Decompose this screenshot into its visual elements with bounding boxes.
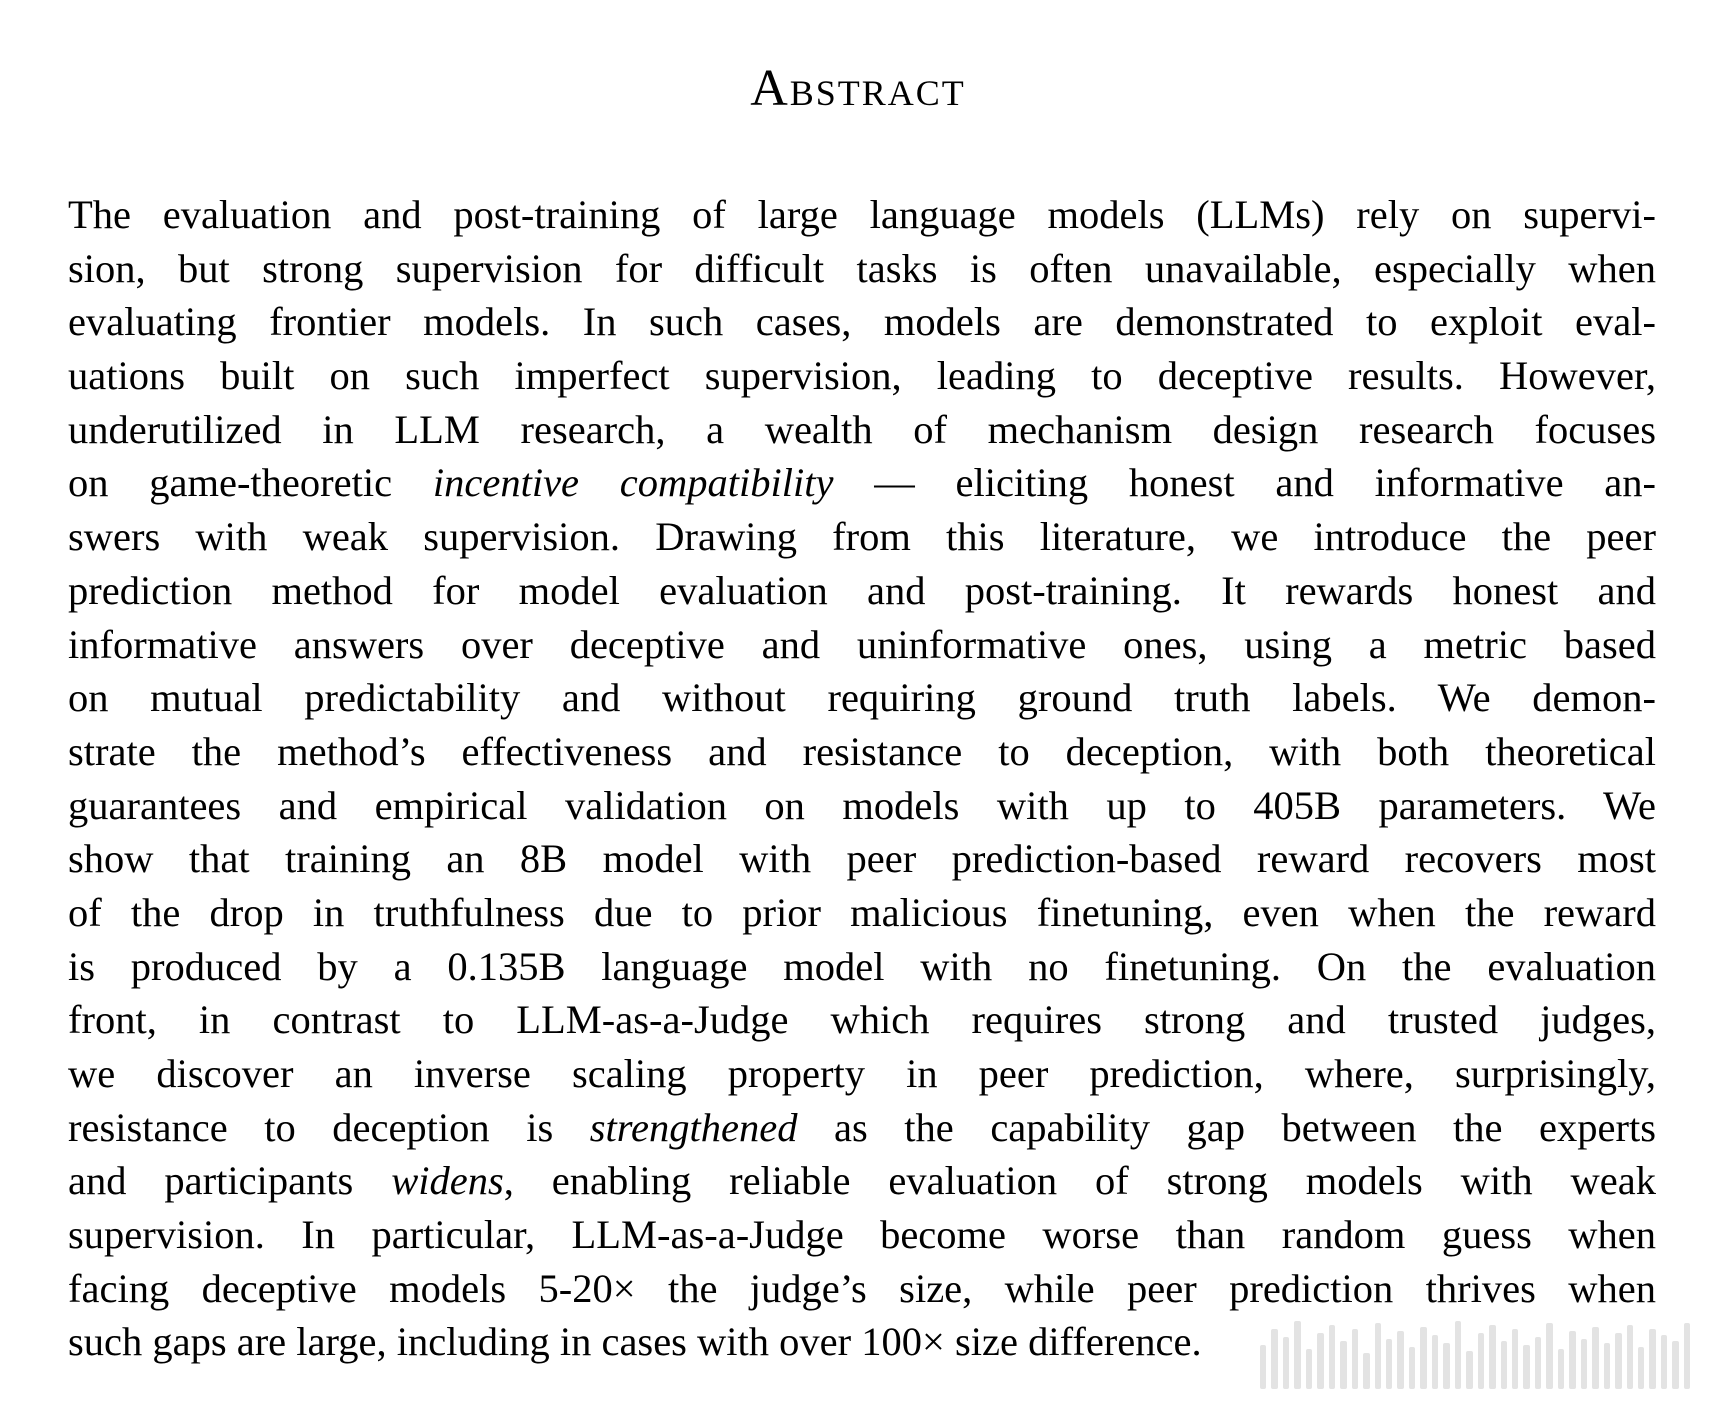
watermark-bar (1271, 1329, 1277, 1389)
text-run: evaluating frontier models. In such cases, models are demonstrated to exploit eval- (68, 299, 1656, 345)
watermark-bar (1684, 1323, 1690, 1389)
abstract-line (68, 940, 1656, 994)
text-run: show that training an 8B model with peer prediction-based reward recovers most (68, 836, 1656, 882)
watermark-bar (1352, 1329, 1358, 1389)
abstract-line (68, 993, 1656, 1047)
abstract-line (68, 832, 1656, 886)
abstract-body (68, 188, 1656, 1369)
abstract-line (68, 618, 1656, 672)
watermark-bar (1420, 1327, 1426, 1389)
text-run: of the drop in truthfulness due to prior malicious finetuning, even when the reward (68, 889, 1656, 935)
abstract-line (68, 1047, 1656, 1101)
text-run: The evaluation and post-training of large language models (LLMs) rely on supervi- (68, 192, 1656, 237)
text-run: and participants (68, 1158, 392, 1204)
text-run: informative answers over deceptive and uninformative ones, using a metric based (68, 621, 1656, 667)
text-run: sion, but strong supervision for difficult tasks is often unavailable, especially when (68, 245, 1656, 291)
text-run: on game-theoretic (68, 460, 433, 506)
text-run: underutilized in LLM research, a wealth of mechanism design research focuses (68, 406, 1656, 452)
watermark-bar (1340, 1341, 1346, 1389)
watermark-bar (1409, 1347, 1415, 1389)
watermark-bar (1627, 1325, 1633, 1389)
abstract-line (68, 456, 1656, 510)
watermark-bar (1672, 1341, 1678, 1389)
watermark-bar (1569, 1331, 1575, 1389)
abstract-line (68, 1208, 1656, 1262)
text-run: as the capability gap between the experts (797, 1104, 1656, 1150)
italic-phrase: widens (391, 1158, 504, 1204)
watermark-bar (1306, 1349, 1312, 1389)
abstract-heading: Abstract (750, 60, 966, 117)
watermark-bar (1317, 1333, 1323, 1389)
text-run: prediction method for model evaluation and post-training. It rewards honest and (68, 567, 1656, 613)
watermark-bar (1592, 1327, 1598, 1389)
text-run: — eliciting honest and informative an- (833, 460, 1657, 506)
abstract-line (68, 886, 1656, 940)
watermark-bar (1501, 1341, 1507, 1389)
text-run: facing deceptive models 5-20× the judge’s size, while peer prediction thrives when (68, 1265, 1656, 1311)
watermark-bar (1386, 1339, 1392, 1389)
watermark-bar (1478, 1333, 1484, 1389)
text-run: strate the method’s effectiveness and resistance to deception, with both theoretical (68, 728, 1656, 774)
watermark-bar (1455, 1321, 1461, 1389)
watermark-bar (1466, 1351, 1472, 1389)
abstract-line (68, 1101, 1656, 1155)
watermark-bar (1535, 1337, 1541, 1389)
watermark-bar (1512, 1329, 1518, 1389)
abstract-line (68, 295, 1656, 349)
watermark-bar (1283, 1337, 1289, 1389)
abstract-line (68, 242, 1656, 296)
watermark-bar (1661, 1335, 1667, 1389)
text-run: resistance to deception is (68, 1104, 590, 1150)
watermark-bar (1523, 1345, 1529, 1389)
text-run: is produced by a 0.135B language model with no finetuning. On the evaluation (68, 943, 1656, 989)
watermark-bar (1558, 1349, 1564, 1389)
text-run: front, in contrast to LLM-as-a-Judge which requires strong and trusted judges, (68, 997, 1656, 1043)
abstract-line (68, 1262, 1656, 1316)
text-run: swers with weak supervision. Drawing from this literature, we introduce the peer (68, 514, 1656, 560)
abstract-line (68, 403, 1656, 457)
italic-phrase: incentive compatibility (432, 460, 834, 506)
watermark-bar (1260, 1345, 1266, 1389)
watermark-bar (1397, 1331, 1403, 1389)
watermark-bar (1329, 1325, 1335, 1389)
watermark-bar (1443, 1343, 1449, 1389)
abstract-line (68, 671, 1656, 725)
text-run: guarantees and empirical validation on models with up to 405B parameters. We (68, 782, 1656, 828)
watermark-bar (1432, 1335, 1438, 1389)
watermark-bar (1375, 1323, 1381, 1389)
watermark-barcode (1260, 1317, 1690, 1389)
abstract-line (68, 188, 1656, 242)
abstract-line (68, 779, 1656, 833)
watermark-bar (1638, 1347, 1644, 1389)
watermark-bar (1604, 1343, 1610, 1389)
watermark-bar (1489, 1325, 1495, 1389)
watermark-bar (1363, 1353, 1369, 1389)
text-run: , enabling reliable evaluation of strong models with weak (503, 1158, 1656, 1204)
watermark-bar (1581, 1339, 1587, 1389)
watermark-bar (1649, 1329, 1655, 1389)
watermark-bar (1294, 1321, 1300, 1389)
abstract-line (68, 349, 1656, 403)
text-run: such gaps are large, including in cases with over 100× size difference. (68, 1319, 1202, 1365)
text-run: on mutual predictability and without requiring ground truth labels. We demon- (68, 675, 1656, 721)
abstract-line (68, 725, 1656, 779)
abstract-line (68, 564, 1656, 618)
text-run: supervision. In particular, LLM-as-a-Judge become worse than random guess when (68, 1212, 1656, 1258)
abstract-line (68, 510, 1656, 564)
text-run: we discover an inverse scaling property in peer prediction, where, surprisingly, (68, 1051, 1656, 1096)
abstract-line (68, 1154, 1656, 1208)
text-run: uations built on such imperfect supervision, leading to deceptive results. However, (68, 353, 1656, 399)
watermark-bar (1615, 1333, 1621, 1389)
watermark-bar (1546, 1323, 1552, 1389)
italic-phrase: strengthened (589, 1104, 798, 1150)
